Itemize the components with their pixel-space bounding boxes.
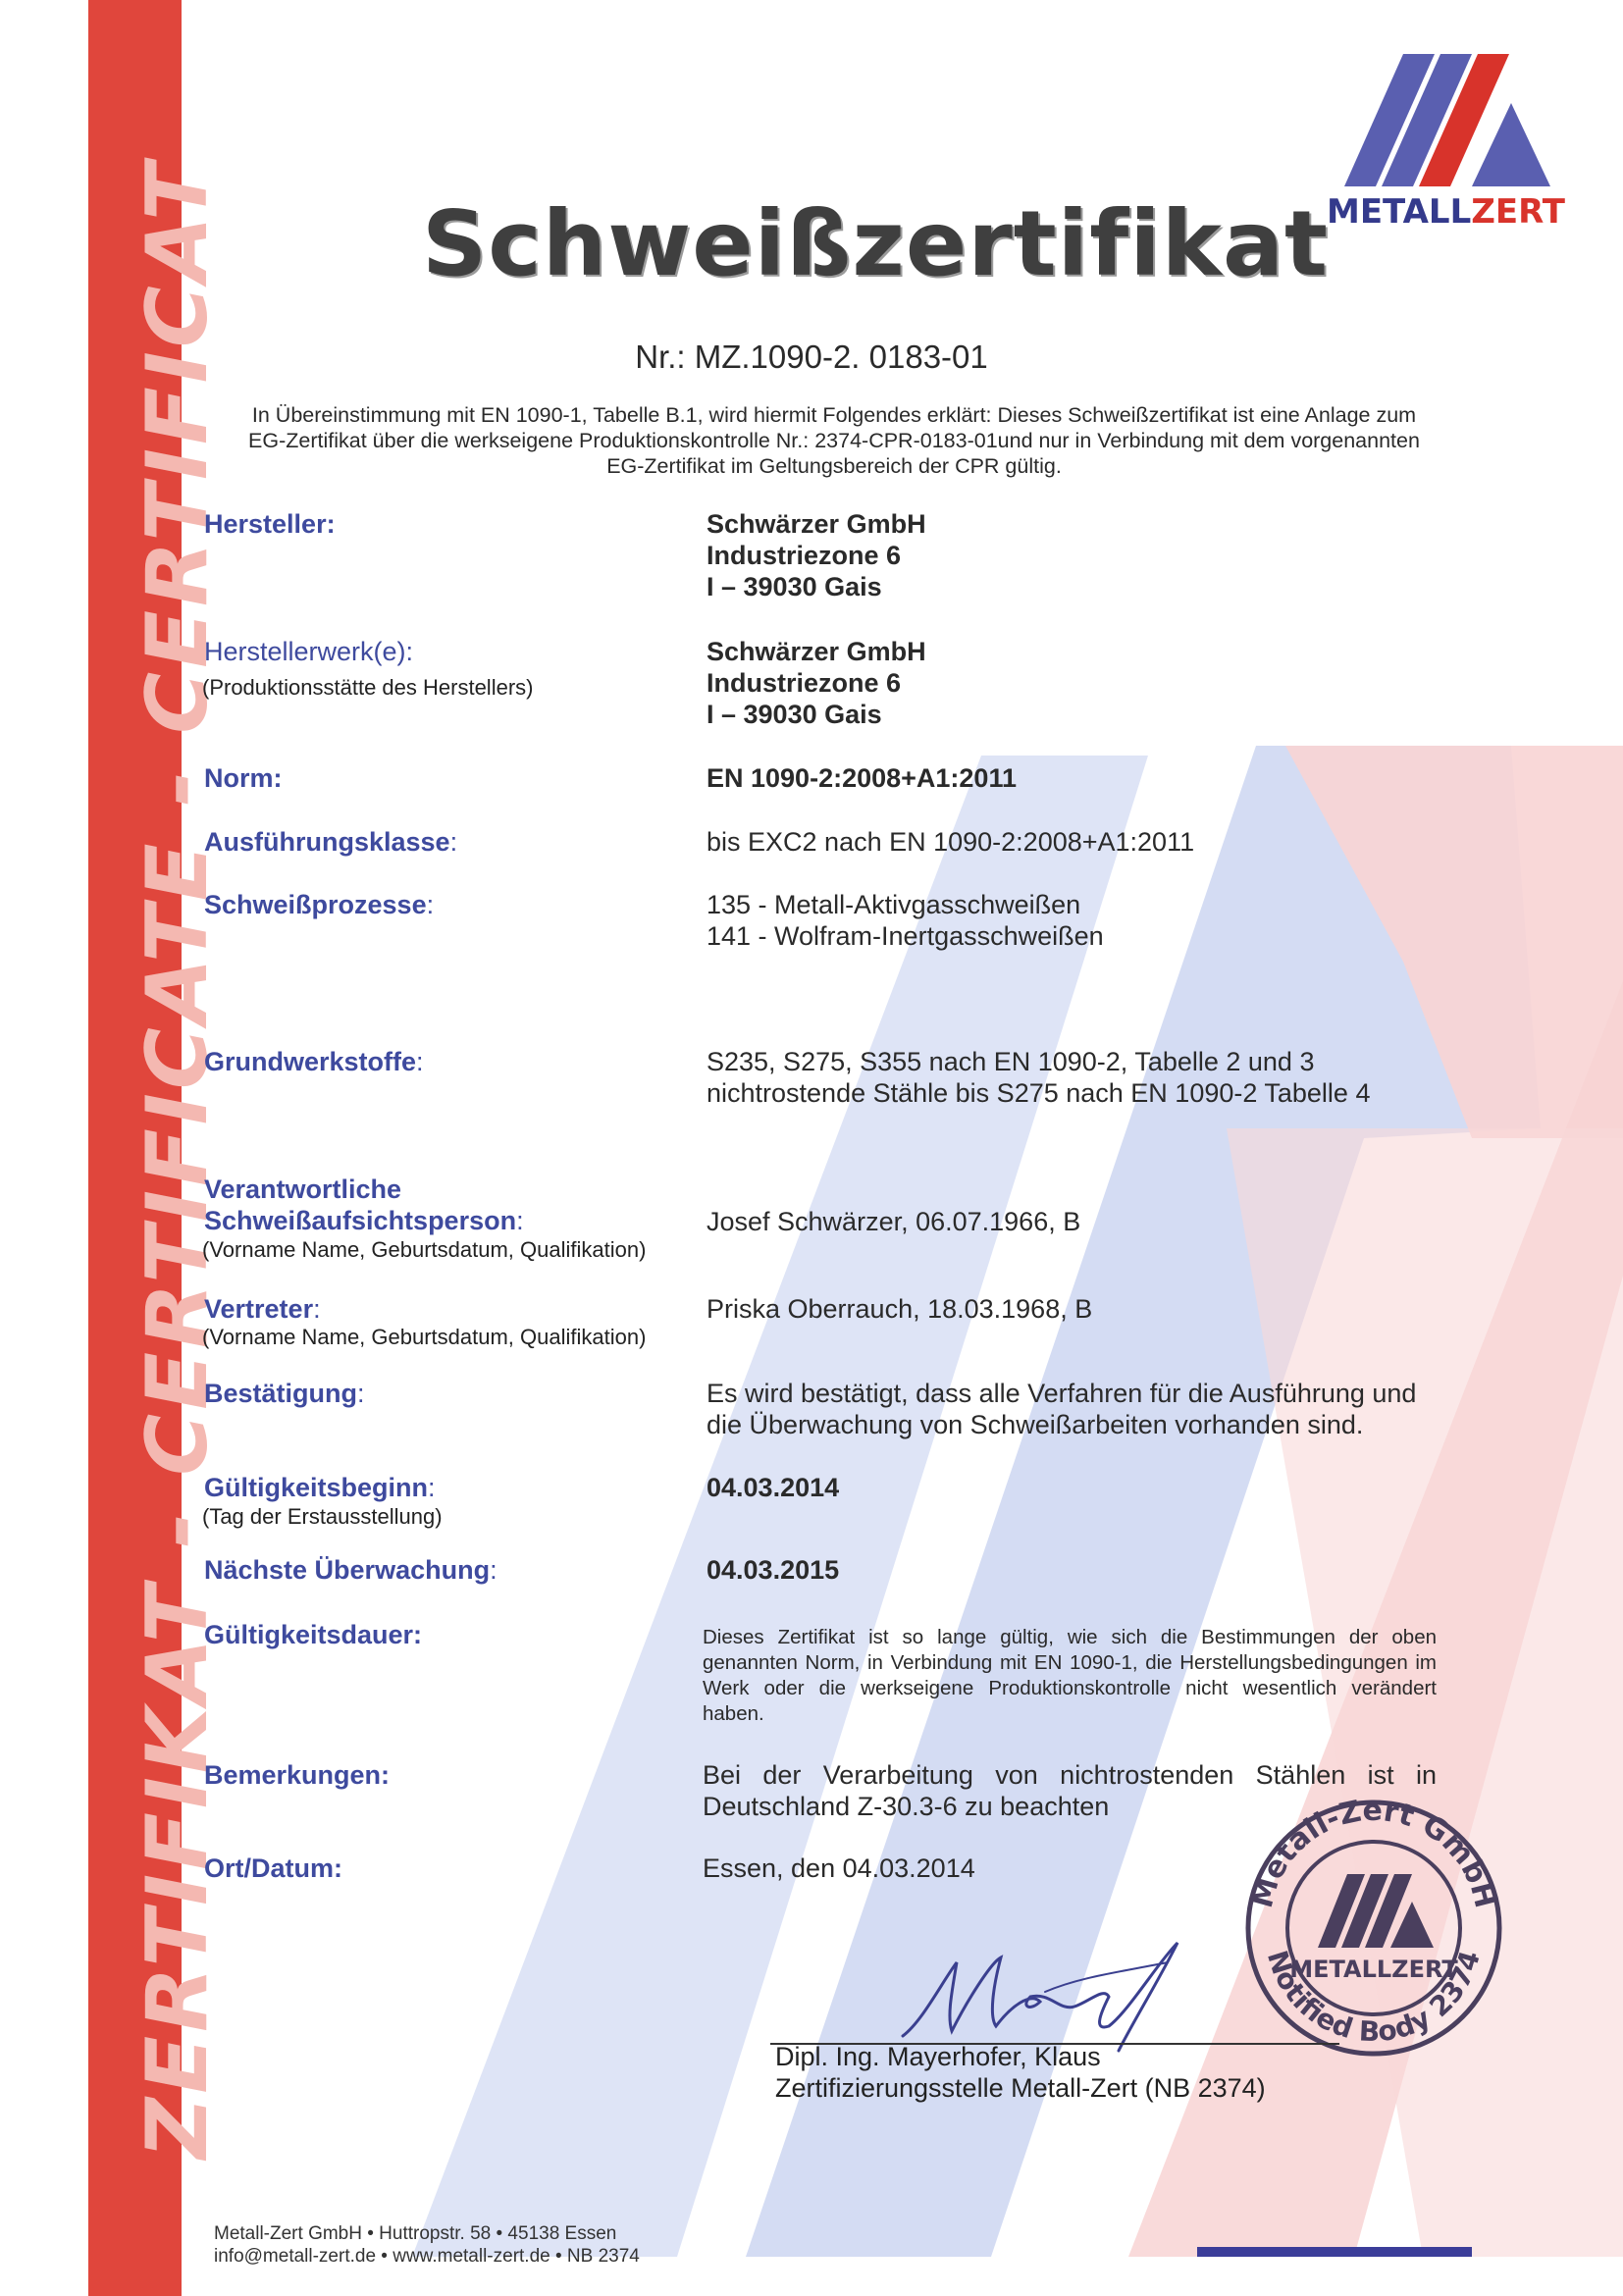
stamp-bottom-text: Notified Body 2374 — [1260, 1946, 1487, 2049]
label-colon: : — [490, 1555, 497, 1585]
vertreter-sublabel: (Vorname Name, Geburtsdatum, Qualifikation) — [202, 1325, 647, 1349]
intro-line: EG-Zertifikat über die werkseigene Produktionskontrolle Nr.: 2374-CPR-0183-01und nur in Verbindung mit dem vorgenannten — [248, 429, 1420, 452]
schweissprozess-line: 135 - Metall-Aktivgasschweißen — [707, 890, 1081, 919]
naechste-ueberwachung-label-text: Nächste Überwachung — [204, 1555, 491, 1585]
naechste-ueberwachung-label — [204, 1554, 497, 1586]
grundwerkstoffe-label-text: Grundwerkstoffe — [204, 1047, 417, 1076]
hersteller-line: I – 39030 Gais — [707, 572, 882, 601]
intro-text — [231, 402, 1438, 479]
label-colon: : — [313, 1294, 321, 1324]
footer-accent-bar — [1197, 2247, 1472, 2257]
grundwerkstoffe-label — [204, 1046, 424, 1077]
intro-line: EG-Zertifikat im Geltungsbereich der CPR gültig. — [606, 454, 1062, 478]
herstellerwerk-value — [707, 636, 926, 730]
label-colon: : — [357, 1379, 365, 1408]
logo-text-zert: ZERT — [1471, 192, 1565, 232]
gueltigkeitsbeginn-label — [204, 1472, 436, 1503]
hersteller-label: Hersteller: — [204, 509, 336, 539]
herstellerwerk-line: I – 39030 Gais — [707, 700, 882, 729]
verantwortliche-label-line: Verantwortliche — [204, 1174, 402, 1204]
naechste-ueberwachung-value: 04.03.2015 — [707, 1555, 840, 1585]
logo-wordmark — [1327, 192, 1565, 232]
verantwortliche-sublabel: (Vorname Name, Geburtsdatum, Qualifikation) — [202, 1237, 647, 1262]
schweissprozess-line: 141 - Wolfram-Inertgasschweißen — [707, 921, 1104, 951]
logo-text-metall: METALL — [1327, 192, 1472, 232]
hersteller-line: Industriezone 6 — [707, 541, 902, 570]
schweissprozesse-label-text: Schweißprozesse — [204, 890, 427, 919]
bestaetigung-line: die Überwachung von Schweißarbeiten vorhanden sind. — [707, 1410, 1364, 1439]
vertreter-label — [204, 1293, 321, 1325]
certificate-number: Nr.: MZ.1090-2. 0183-01 — [635, 339, 988, 375]
norm-label: Norm: — [204, 763, 283, 793]
hersteller-value — [707, 508, 926, 602]
gueltigkeitsbeginn-value: 04.03.2014 — [707, 1473, 840, 1502]
hersteller-line: Schwärzer GmbH — [707, 509, 926, 539]
grundwerkstoffe-line: nichtrostende Stähle bis S275 nach EN 1090-2 Tabelle 4 — [707, 1078, 1371, 1108]
schweissprozesse-label — [204, 889, 434, 920]
document-title: Schweißzertifikat — [422, 191, 1330, 296]
gueltigkeitsbeginn-label-text: Gültigkeitsbeginn — [204, 1473, 429, 1502]
signer-name: Dipl. Ing. Mayerhofer, Klaus — [775, 2042, 1101, 2071]
official-stamp — [1241, 1776, 1506, 2061]
signer-role: Zertifizierungsstelle Metall-Zert (NB 2374) — [775, 2073, 1266, 2103]
grundwerkstoffe-line: S235, S275, S355 nach EN 1090-2, Tabelle 2 und 3 — [707, 1047, 1315, 1076]
intro-line: In Übereinstimmung mit EN 1090-1, Tabelle B.1, wird hiermit Folgendes erklärt: Dieses Schweißzertifikat ist eine Anlage zum — [251, 403, 1417, 427]
gueltigkeitsbeginn-sublabel: (Tag der Erstausstellung) — [202, 1504, 443, 1529]
verantwortliche-label-line — [204, 1205, 524, 1236]
footer-address: Metall-Zert GmbH • Huttropstr. 58 • 45138 Essen — [214, 2223, 617, 2244]
bestaetigung-line: Es wird bestätigt, dass alle Verfahren für die Ausführung und — [707, 1379, 1417, 1408]
ort-datum-value: Essen, den 04.03.2014 — [703, 1853, 975, 1883]
gueltigkeitsdauer-text: Dieses Zertifikat ist so lange gültig, wie sich die Bestimmungen der oben genannten Norm, in Verbindung mit EN 1090-1, die Herstellungsbedingungen im Werk oder die werkseigene Produktionskontrolle nicht wesentlich verändert haben. — [703, 1626, 1437, 1725]
bestaetigung-value — [707, 1378, 1416, 1440]
vertreter-value: Priska Oberrauch, 18.03.1968, B — [707, 1294, 1093, 1324]
verantwortliche-value: Josef Schwärzer, 06.07.1966, B — [707, 1207, 1081, 1236]
label-colon: : — [449, 827, 458, 857]
herstellerwerk-line: Schwärzer GmbH — [707, 637, 926, 666]
bemerkungen-label: Bemerkungen: — [204, 1760, 391, 1790]
stamp-center-text: METALLZERT — [1289, 1956, 1458, 1983]
ort-datum-label: Ort/Datum: — [204, 1853, 342, 1883]
bemerkungen-text: Bei der Verarbeitung von nichtrostenden Stählen ist in Deutschland Z-30.3-6 zu beachten — [703, 1760, 1437, 1821]
stamp-top-text: Metall-Zert GmbH — [1244, 1793, 1502, 1912]
bestaetigung-label — [204, 1378, 365, 1409]
verantwortliche-label-text: Schweißaufsichtsperson — [204, 1206, 517, 1235]
vertreter-label-text: Vertreter — [204, 1294, 314, 1324]
label-colon: : — [428, 1473, 436, 1502]
bestaetigung-label-text: Bestätigung — [204, 1379, 358, 1408]
ausfuehrungsklasse-label-text: Ausführungsklasse — [204, 827, 450, 857]
ausfuehrungsklasse-value: bis EXC2 nach EN 1090-2:2008+A1:2011 — [707, 827, 1195, 857]
ausfuehrungsklasse-label — [204, 826, 457, 858]
norm-value: EN 1090-2:2008+A1:2011 — [707, 763, 1017, 793]
herstellerwerk-line: Industriezone 6 — [707, 668, 902, 698]
grundwerkstoffe-value — [707, 1046, 1370, 1109]
schweissprozesse-value — [707, 889, 1104, 952]
verantwortliche-label — [204, 1174, 524, 1236]
herstellerwerk-label: Herstellerwerk(e): — [204, 637, 414, 666]
footer-contact: info@metall-zert.de • www.metall-zert.de • NB 2374 — [214, 2246, 640, 2267]
gueltigkeitsdauer-label: Gültigkeitsdauer: — [204, 1620, 423, 1649]
label-colon: : — [416, 1047, 424, 1076]
label-colon: : — [516, 1206, 524, 1235]
herstellerwerk-sublabel: (Produktionsstätte des Herstellers) — [202, 675, 534, 700]
label-colon: : — [426, 890, 435, 919]
side-band-text: ZERTIFIKAT - CERTIFICATE - CERTIFICAT — [129, 159, 227, 2159]
